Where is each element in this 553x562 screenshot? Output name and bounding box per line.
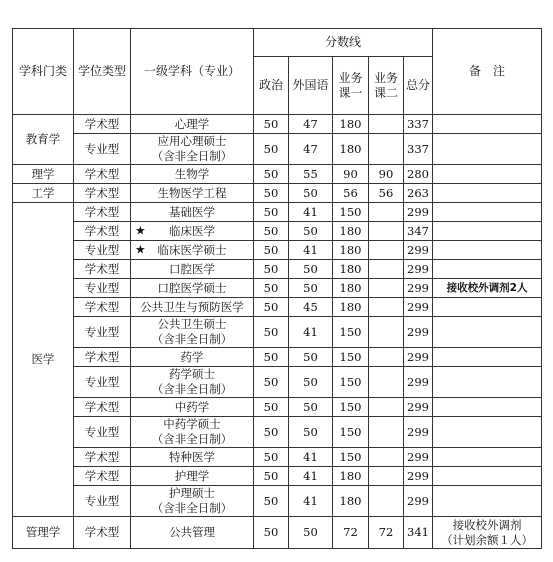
table-row xyxy=(13,317,542,348)
header-category: 学科门类 xyxy=(13,29,74,115)
degree-type-cell: 学术型 xyxy=(74,260,131,279)
remark-cell xyxy=(433,184,542,203)
subject-label: 临床医学硕士 xyxy=(157,242,227,257)
table-row xyxy=(13,241,542,260)
degree-type-cell: 专业型 xyxy=(74,417,131,448)
course1-cell: 150 xyxy=(333,317,369,348)
subject-cell: 应用心理硕士 （含非全日制） xyxy=(131,134,254,165)
course2-cell xyxy=(369,241,404,260)
foreign-cell: 41 xyxy=(289,203,333,222)
course2-cell xyxy=(369,298,404,317)
foreign-cell: 41 xyxy=(289,448,333,467)
subject-label: 临床医学 xyxy=(169,223,215,238)
total-cell: 299 xyxy=(404,317,433,348)
politics-cell: 50 xyxy=(254,298,289,317)
total-cell: 299 xyxy=(404,486,433,517)
foreign-cell: 50 xyxy=(289,398,333,417)
course2-cell: 90 xyxy=(369,165,404,184)
star-icon: ★ xyxy=(135,223,146,238)
header-course2: 业务 课二 xyxy=(369,57,404,115)
total-cell: 299 xyxy=(404,260,433,279)
degree-type-cell: 专业型 xyxy=(74,317,131,348)
politics-cell: 50 xyxy=(254,317,289,348)
course2-cell xyxy=(369,348,404,367)
subject-cell: 口腔医学硕士 xyxy=(131,279,254,298)
course1-cell: 180 xyxy=(333,134,369,165)
foreign-cell: 41 xyxy=(289,467,333,486)
foreign-cell: 55 xyxy=(289,165,333,184)
course2-cell xyxy=(369,467,404,486)
subject-cell: 生物医学工程 xyxy=(131,184,254,203)
subject-cell: 特种医学 xyxy=(131,448,254,467)
degree-type-cell: 学术型 xyxy=(74,165,131,184)
subject-cell: 护理硕士 （含非全日制） xyxy=(131,486,254,517)
degree-type-cell: 学术型 xyxy=(74,398,131,417)
politics-cell: 50 xyxy=(254,115,289,134)
politics-cell: 50 xyxy=(254,398,289,417)
politics-cell: 50 xyxy=(254,260,289,279)
foreign-cell: 47 xyxy=(289,115,333,134)
table-row xyxy=(13,222,542,241)
total-cell: 347 xyxy=(404,222,433,241)
header-politics: 政治 xyxy=(254,57,289,115)
politics-cell: 50 xyxy=(254,417,289,448)
course2-cell xyxy=(369,260,404,279)
table-row xyxy=(13,467,542,486)
total-cell: 337 xyxy=(404,134,433,165)
table-row xyxy=(13,448,542,467)
remark-cell xyxy=(433,317,542,348)
table-row xyxy=(13,417,542,448)
category-cell: 医学 xyxy=(13,203,74,517)
total-cell: 299 xyxy=(404,467,433,486)
total-cell: 341 xyxy=(404,517,433,549)
course2-cell xyxy=(369,222,404,241)
remark-cell xyxy=(433,222,542,241)
foreign-cell: 50 xyxy=(289,367,333,398)
course1-cell: 180 xyxy=(333,298,369,317)
total-cell: 299 xyxy=(404,203,433,222)
subject-cell: 药学 xyxy=(131,348,254,367)
degree-type-cell: 学术型 xyxy=(74,184,131,203)
course1-cell: 180 xyxy=(333,279,369,298)
course1-cell: 150 xyxy=(333,448,369,467)
header-total: 总分 xyxy=(404,57,433,115)
degree-type-cell: 学术型 xyxy=(74,467,131,486)
subject-cell: 公共卫生与预防医学 xyxy=(131,298,254,317)
course1-cell: 180 xyxy=(333,222,369,241)
total-cell: 299 xyxy=(404,417,433,448)
table-row xyxy=(13,260,542,279)
politics-cell: 50 xyxy=(254,517,289,549)
table-row xyxy=(13,279,542,298)
subject-cell: 基础医学 xyxy=(131,203,254,222)
total-cell: 299 xyxy=(404,348,433,367)
remark-cell xyxy=(433,417,542,448)
header-subject: 一级学科（专业） xyxy=(131,29,254,115)
remark-cell xyxy=(433,134,542,165)
table-row xyxy=(13,115,542,134)
category-cell: 教育学 xyxy=(13,115,74,165)
course2-cell: 56 xyxy=(369,184,404,203)
remark-cell xyxy=(433,165,542,184)
degree-type-cell: 学术型 xyxy=(74,222,131,241)
header-remarks: 备 注 xyxy=(433,29,542,115)
remark-cell xyxy=(433,398,542,417)
remark-cell xyxy=(433,115,542,134)
course1-cell: 180 xyxy=(333,115,369,134)
politics-cell: 50 xyxy=(254,348,289,367)
politics-cell: 50 xyxy=(254,203,289,222)
remark-cell: 接收校外调剂2人 xyxy=(433,279,542,298)
course1-cell: 150 xyxy=(333,398,369,417)
course2-cell xyxy=(369,279,404,298)
remark-cell xyxy=(433,448,542,467)
course2-cell xyxy=(369,367,404,398)
foreign-cell: 41 xyxy=(289,241,333,260)
score-line-table xyxy=(12,28,542,549)
degree-type-cell: 专业型 xyxy=(74,486,131,517)
table-row xyxy=(13,203,542,222)
course1-cell: 56 xyxy=(333,184,369,203)
total-cell: 299 xyxy=(404,241,433,260)
degree-type-cell: 专业型 xyxy=(74,134,131,165)
subject-cell: 心理学 xyxy=(131,115,254,134)
politics-cell: 50 xyxy=(254,279,289,298)
table-row xyxy=(13,184,542,203)
total-cell: 263 xyxy=(404,184,433,203)
politics-cell: 50 xyxy=(254,165,289,184)
table-row xyxy=(13,367,542,398)
table-row xyxy=(13,486,542,517)
foreign-cell: 50 xyxy=(289,417,333,448)
course2-cell xyxy=(369,115,404,134)
subject-cell: 口腔医学 xyxy=(131,260,254,279)
foreign-cell: 41 xyxy=(289,486,333,517)
remark-cell xyxy=(433,298,542,317)
degree-type-cell: 专业型 xyxy=(74,279,131,298)
header-foreign: 外国语 xyxy=(289,57,333,115)
degree-type-cell: 学术型 xyxy=(74,298,131,317)
total-cell: 280 xyxy=(404,165,433,184)
course1-cell: 150 xyxy=(333,417,369,448)
header-score-group: 分数线 xyxy=(254,29,433,57)
foreign-cell: 50 xyxy=(289,279,333,298)
subject-cell: 护理学 xyxy=(131,467,254,486)
foreign-cell: 41 xyxy=(289,317,333,348)
course2-cell: 72 xyxy=(369,517,404,549)
foreign-cell: 50 xyxy=(289,184,333,203)
course2-cell xyxy=(369,203,404,222)
total-cell: 299 xyxy=(404,367,433,398)
politics-cell: 50 xyxy=(254,134,289,165)
remark-cell xyxy=(433,260,542,279)
politics-cell: 50 xyxy=(254,184,289,203)
degree-type-cell: 学术型 xyxy=(74,203,131,222)
course2-cell xyxy=(369,448,404,467)
remark-cell: 接收校外调剂 （计划余额１人） xyxy=(433,517,542,549)
subject-cell: 公共卫生硕士 （含非全日制） xyxy=(131,317,254,348)
category-cell: 理学 xyxy=(13,165,74,184)
remark-cell xyxy=(433,467,542,486)
course1-cell: 150 xyxy=(333,367,369,398)
foreign-cell: 50 xyxy=(289,348,333,367)
course1-cell: 180 xyxy=(333,486,369,517)
politics-cell: 50 xyxy=(254,467,289,486)
politics-cell: 50 xyxy=(254,367,289,398)
course2-cell xyxy=(369,417,404,448)
table-row xyxy=(13,517,542,549)
degree-type-cell: 学术型 xyxy=(74,448,131,467)
remark-cell xyxy=(433,367,542,398)
remark-cell xyxy=(433,203,542,222)
total-cell: 299 xyxy=(404,279,433,298)
total-cell: 337 xyxy=(404,115,433,134)
subject-cell: 公共管理 xyxy=(131,517,254,549)
subject-cell: 中药学 xyxy=(131,398,254,417)
header-degree-type: 学位类型 xyxy=(74,29,131,115)
politics-cell: 50 xyxy=(254,241,289,260)
total-cell: 299 xyxy=(404,448,433,467)
course1-cell: 180 xyxy=(333,467,369,486)
course1-cell: 180 xyxy=(333,260,369,279)
course2-cell xyxy=(369,398,404,417)
course1-cell: 72 xyxy=(333,517,369,549)
course1-cell: 180 xyxy=(333,241,369,260)
foreign-cell: 50 xyxy=(289,222,333,241)
degree-type-cell: 学术型 xyxy=(74,517,131,549)
course1-cell: 90 xyxy=(333,165,369,184)
course1-cell: 150 xyxy=(333,348,369,367)
subject-cell: 药学硕士 （含非全日制） xyxy=(131,367,254,398)
subject-cell xyxy=(131,222,254,241)
foreign-cell: 50 xyxy=(289,517,333,549)
degree-type-cell: 专业型 xyxy=(74,241,131,260)
subject-cell: 生物学 xyxy=(131,165,254,184)
subject-cell: 中药学硕士 （含非全日制） xyxy=(131,417,254,448)
star-icon: ★ xyxy=(135,242,146,257)
politics-cell: 50 xyxy=(254,486,289,517)
degree-type-cell: 学术型 xyxy=(74,348,131,367)
degree-type-cell: 专业型 xyxy=(74,367,131,398)
category-cell: 工学 xyxy=(13,184,74,203)
foreign-cell: 45 xyxy=(289,298,333,317)
remark-cell xyxy=(433,348,542,367)
category-cell: 管理学 xyxy=(13,517,74,549)
foreign-cell: 47 xyxy=(289,134,333,165)
table-row xyxy=(13,165,542,184)
total-cell: 299 xyxy=(404,398,433,417)
course1-cell: 150 xyxy=(333,203,369,222)
remark-cell xyxy=(433,241,542,260)
politics-cell: 50 xyxy=(254,448,289,467)
subject-cell xyxy=(131,241,254,260)
remark-cell xyxy=(433,486,542,517)
table-row xyxy=(13,398,542,417)
table-row xyxy=(13,134,542,165)
header-course1: 业务 课一 xyxy=(333,57,369,115)
total-cell: 299 xyxy=(404,298,433,317)
table-row xyxy=(13,298,542,317)
course2-cell xyxy=(369,486,404,517)
table-row xyxy=(13,348,542,367)
degree-type-cell: 学术型 xyxy=(74,115,131,134)
course2-cell xyxy=(369,317,404,348)
politics-cell: 50 xyxy=(254,222,289,241)
course2-cell xyxy=(369,134,404,165)
foreign-cell: 50 xyxy=(289,260,333,279)
